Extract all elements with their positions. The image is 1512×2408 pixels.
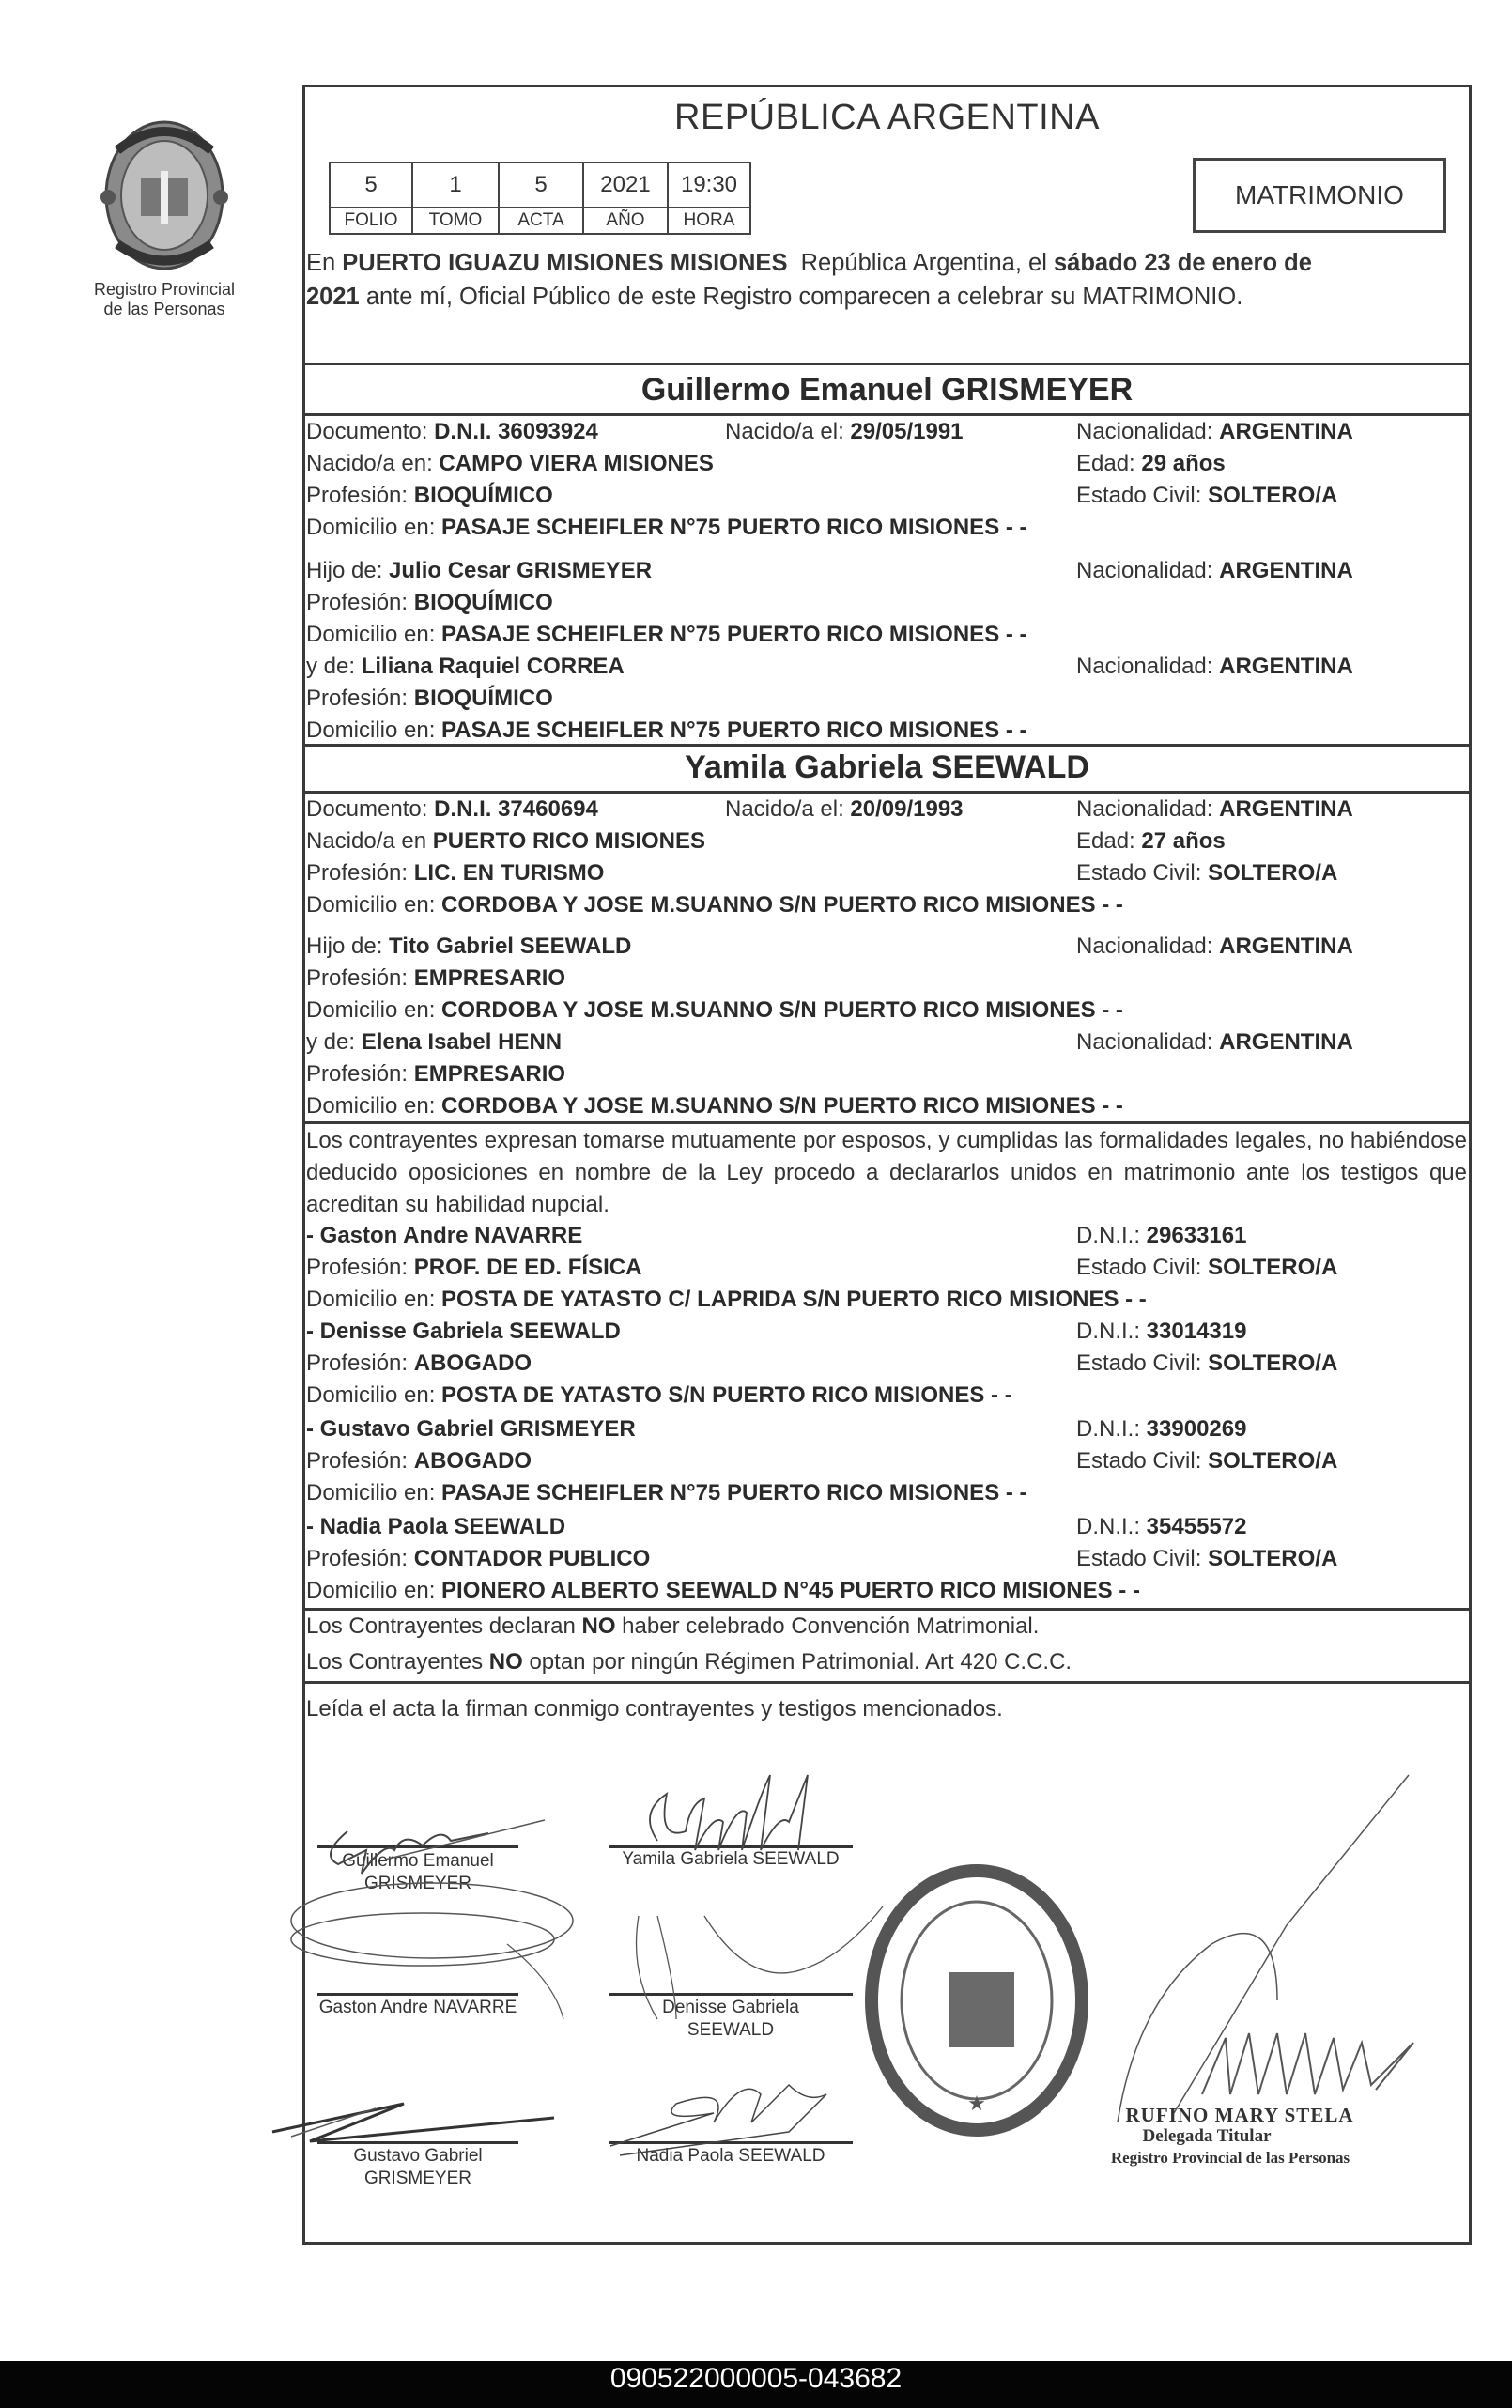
witness-profession: Profesión: PROF. DE ED. FÍSICA — [306, 1255, 642, 1280]
witness4-signature-icon — [601, 2057, 883, 2160]
signature-caption-bride: Yamila Gabriela SEEWALD — [622, 1849, 840, 1869]
convention-line-1: Los Contrayentes declaran NO haber celebrado Convención Matrimonial. — [306, 1613, 1040, 1639]
witness-profession: Profesión: ABOGADO — [306, 1351, 532, 1376]
hour-value: 19:30 — [668, 162, 750, 208]
intro-suffix: ante mí, Oficial Público de este Registro comparecen a celebrar su MATRIMONIO. — [359, 284, 1243, 310]
registry-caption-line1: Registro Provincial — [93, 280, 236, 299]
witness-address: Domicilio en: PASAJE SCHEIFLER N°75 PUERTO RICO MISIONES - - — [306, 1480, 1027, 1505]
groom-name: Guillermo Emanuel GRISMEYER — [640, 372, 1134, 408]
divider — [302, 744, 1472, 747]
folio-value: 5 — [330, 162, 412, 208]
groom-civil-status: Estado Civil: SOLTERO/A — [1076, 483, 1338, 508]
signature-caption-witness2: Denisse Gabriela SEEWALD — [662, 1998, 799, 2040]
witness-civil-status: Estado Civil: SOLTERO/A — [1076, 1448, 1338, 1474]
bride-father-profession: Profesión: EMPRESARIO — [306, 965, 566, 991]
intro-line-1 — [306, 250, 1469, 277]
convention-line-2: Los Contrayentes NO optan por ningún Régimen Patrimonial. Art 420 C.C.C. — [306, 1649, 1072, 1675]
bride-name: Yamila Gabriela SEEWALD — [685, 749, 1089, 785]
official-title: Delegada Titular — [1142, 2126, 1272, 2146]
tomo-value: 1 — [412, 162, 499, 208]
groom-father-nationality: Nacionalidad: ARGENTINA — [1076, 558, 1353, 583]
signature-caption-witness4: Nadia Paola SEEWALD — [636, 2146, 825, 2166]
tomo-label: TOMO — [412, 208, 499, 234]
page-title: REPÚBLICA ARGENTINA — [674, 98, 1100, 137]
registry-caption-line2: de las Personas — [103, 300, 225, 318]
groom-father-profession: Profesión: BIOQUÍMICO — [306, 590, 553, 615]
signature-caption-groom: Guillermo Emanuel GRISMEYER — [342, 1851, 494, 1893]
witness-civil-status: Estado Civil: SOLTERO/A — [1076, 1546, 1338, 1571]
witness3-signature-icon — [272, 2085, 592, 2160]
svg-text:★: ★ — [967, 2092, 986, 2115]
acta-value: 5 — [499, 162, 583, 208]
act-type-label: MATRIMONIO — [1235, 180, 1404, 209]
bride-father-address: Domicilio en: CORDOBA Y JOSE M.SUANNO S/N PUERTO RICO MISIONES - - — [306, 997, 1123, 1023]
bride-nationality: Nacionalidad: ARGENTINA — [1076, 796, 1353, 822]
official-signature-icon — [1089, 1719, 1446, 2132]
witness1-signature-icon — [282, 1869, 582, 2019]
witness-dni: D.N.I.: 35455572 — [1076, 1514, 1247, 1539]
year-label: AÑO — [583, 208, 668, 234]
witness-name: - Gaston Andre NAVARRE — [306, 1223, 583, 1248]
bride-document: Documento: D.N.I. 37460694 — [306, 796, 598, 822]
groom-birth-place: Nacido/a en: CAMPO VIERA MISIONES — [306, 451, 714, 476]
record-numbers-table — [329, 162, 751, 235]
divider — [302, 1121, 1472, 1124]
witness-name: - Gustavo Gabriel GRISMEYER — [306, 1416, 636, 1442]
bride-father: Hijo de: Tito Gabriel SEEWALD — [306, 934, 632, 959]
groom-father: Hijo de: Julio Cesar GRISMEYER — [306, 558, 653, 583]
official-office: Registro Provincial de las Personas — [1110, 2149, 1350, 2167]
witness-address: Domicilio en: PIONERO ALBERTO SEEWALD N°45 PUERTO RICO MISIONES - - — [306, 1578, 1140, 1603]
witness-address: Domicilio en: POSTA DE YATASTO S/N PUERTO RICO MISIONES - - — [306, 1382, 1012, 1408]
groom-address: Domicilio en: PASAJE SCHEIFLER N°75 PUERTO RICO MISIONES - - — [306, 515, 1027, 540]
declaration-text: Los contrayentes expresan tomarse mutuamente por esposos, y cumplidas las formalidades legales, no habiéndose deducido oposiciones en nombre de la Ley procedo a declararlos unidos en matrimonio ante los testigos que acreditan su habilidad nupcial. — [306, 1128, 1467, 1217]
witness-name: - Denisse Gabriela SEEWALD — [306, 1319, 621, 1344]
bride-birth-place: Nacido/a en PUERTO RICO MISIONES — [306, 828, 706, 854]
signature-caption-witness3: Gustavo Gabriel GRISMEYER — [353, 2146, 483, 2188]
official-name: RUFINO MARY STELA — [1125, 2104, 1354, 2126]
divider — [302, 413, 1472, 416]
groom-mother: y de: Liliana Raquiel CORREA — [306, 654, 625, 679]
intro-prefix: En — [306, 250, 343, 276]
intro-line-2 — [306, 284, 1469, 311]
act-type-badge — [1193, 158, 1446, 233]
witness-name: - Nadia Paola SEEWALD — [306, 1514, 566, 1539]
groom-mother-address: Domicilio en: PASAJE SCHEIFLER N°75 PUERTO RICO MISIONES - - — [306, 718, 1027, 743]
bride-civil-status: Estado Civil: SOLTERO/A — [1076, 860, 1338, 886]
witness-dni: D.N.I.: 33900269 — [1076, 1416, 1247, 1442]
groom-birth-date: Nacido/a el: 29/05/1991 — [725, 419, 964, 444]
witness-profession: Profesión: CONTADOR PUBLICO — [306, 1546, 651, 1571]
bride-mother: y de: Elena Isabel HENN — [306, 1029, 563, 1055]
bride-mother-nationality: Nacionalidad: ARGENTINA — [1076, 1029, 1353, 1055]
groom-age: Edad: 29 años — [1076, 451, 1226, 476]
witness-dni: D.N.I.: 33014319 — [1076, 1319, 1247, 1344]
witness-dni: D.N.I.: 29633161 — [1076, 1223, 1247, 1248]
bride-mother-profession: Profesión: EMPRESARIO — [306, 1061, 566, 1087]
official-seal-stamp-icon — [864, 1864, 1089, 2137]
groom-profession: Profesión: BIOQUÍMICO — [306, 483, 553, 508]
registry-coat-of-arms-logo — [89, 113, 239, 277]
divider — [302, 1608, 1472, 1611]
closing-text: Leída el acta la firman conmigo contrayentes y testigos mencionados. — [306, 1696, 1003, 1721]
year-value: 2021 — [583, 162, 668, 208]
witness-address: Domicilio en: POSTA DE YATASTO C/ LAPRIDA S/N PUERTO RICO MISIONES - - — [306, 1287, 1147, 1312]
bride-age: Edad: 27 años — [1076, 828, 1226, 854]
divider — [302, 1681, 1472, 1684]
signature-caption-witness1: Gaston Andre NAVARRE — [318, 1998, 517, 2017]
divider — [302, 363, 1472, 365]
acta-label: ACTA — [499, 208, 583, 234]
groom-father-address: Domicilio en: PASAJE SCHEIFLER N°75 PUERTO RICO MISIONES - - — [306, 622, 1027, 647]
bride-profession: Profesión: LIC. EN TURISMO — [306, 860, 605, 886]
bride-father-nationality: Nacionalidad: ARGENTINA — [1076, 934, 1353, 959]
intro-date: sábado 23 de enero de — [1053, 250, 1312, 276]
witness-civil-status: Estado Civil: SOLTERO/A — [1076, 1351, 1338, 1376]
bride-birth-date: Nacido/a el: 20/09/1993 — [725, 796, 964, 822]
witness-civil-status: Estado Civil: SOLTERO/A — [1076, 1255, 1338, 1280]
folio-label: FOLIO — [330, 208, 412, 234]
intro-middle: República Argentina, el — [787, 250, 1054, 276]
hour-label: HORA — [668, 208, 750, 234]
coat-of-arms-icon — [89, 113, 239, 277]
registry-caption — [66, 280, 263, 319]
bride-mother-address: Domicilio en: CORDOBA Y JOSE M.SUANNO S/N PUERTO RICO MISIONES - - — [306, 1093, 1123, 1119]
witness-profession: Profesión: ABOGADO — [306, 1448, 532, 1474]
groom-document: Documento: D.N.I. 36093924 — [306, 419, 598, 444]
bride-address: Domicilio en: CORDOBA Y JOSE M.SUANNO S/N PUERTO RICO MISIONES - - — [306, 892, 1123, 918]
groom-mother-profession: Profesión: BIOQUÍMICO — [306, 686, 553, 711]
groom-mother-nationality: Nacionalidad: ARGENTINA — [1076, 654, 1353, 679]
document-code: 090522000005-043682 — [609, 2363, 903, 2394]
groom-nationality: Nacionalidad: ARGENTINA — [1076, 419, 1353, 444]
divider — [302, 791, 1472, 794]
intro-place: PUERTO IGUAZU MISIONES MISIONES — [342, 250, 788, 276]
intro-year: 2021 — [306, 284, 360, 310]
